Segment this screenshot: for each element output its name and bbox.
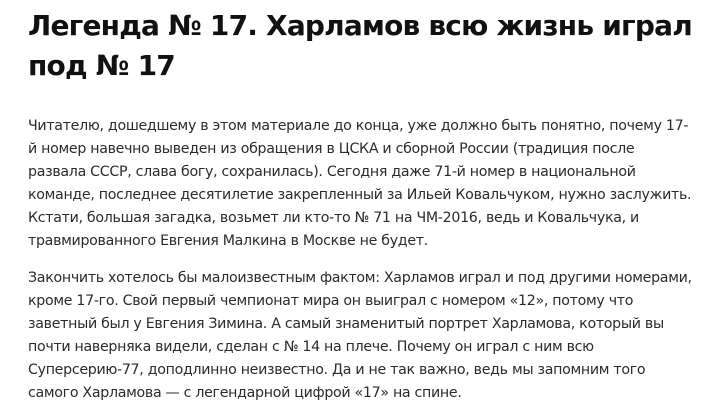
article-title: Легенда № 17. Харламов всю жизнь играл под № 17 [28, 9, 692, 82]
article [28, 6, 692, 405]
article-paragraph-2: Закончить хотелось бы малоизвестным фактом: Харламов играл и под другими номерами, кроме 17-го. Свой первый чемпионат мира он выиграл с номером «12», потому что заветный был у Евгения Зимина. А самый знаменитый портрет Харламова, который вы почти наверняка видели, сделан с № 14 на плече. Почему он играл с ним всю Суперсерию-77, доподлинно неизвестно. Да и не так важно, ведь мы запомним того самого Харламова — с легендарной цифрой «17» на спине. [28, 270, 692, 401]
article-paragraph-1: Читателю, дошедшему в этом материале до конца, уже должно быть понятно, почему 17-й номер навечно выведен из обращения в ЦСКА и сборной России (традиция после развала СССР, слава богу, сохранилась). Сегодня даже 71-й номер в национальной команде, последнее десятилетие закрепленный за Ильей Ковальчуком, нужно заслужить. Кстати, большая загадка, возьмет ли кто-то № 71 на ЧМ-2016, ведь и Ковальчука, и травмированного Евгения Малкина в Москве не будет. [28, 118, 692, 249]
